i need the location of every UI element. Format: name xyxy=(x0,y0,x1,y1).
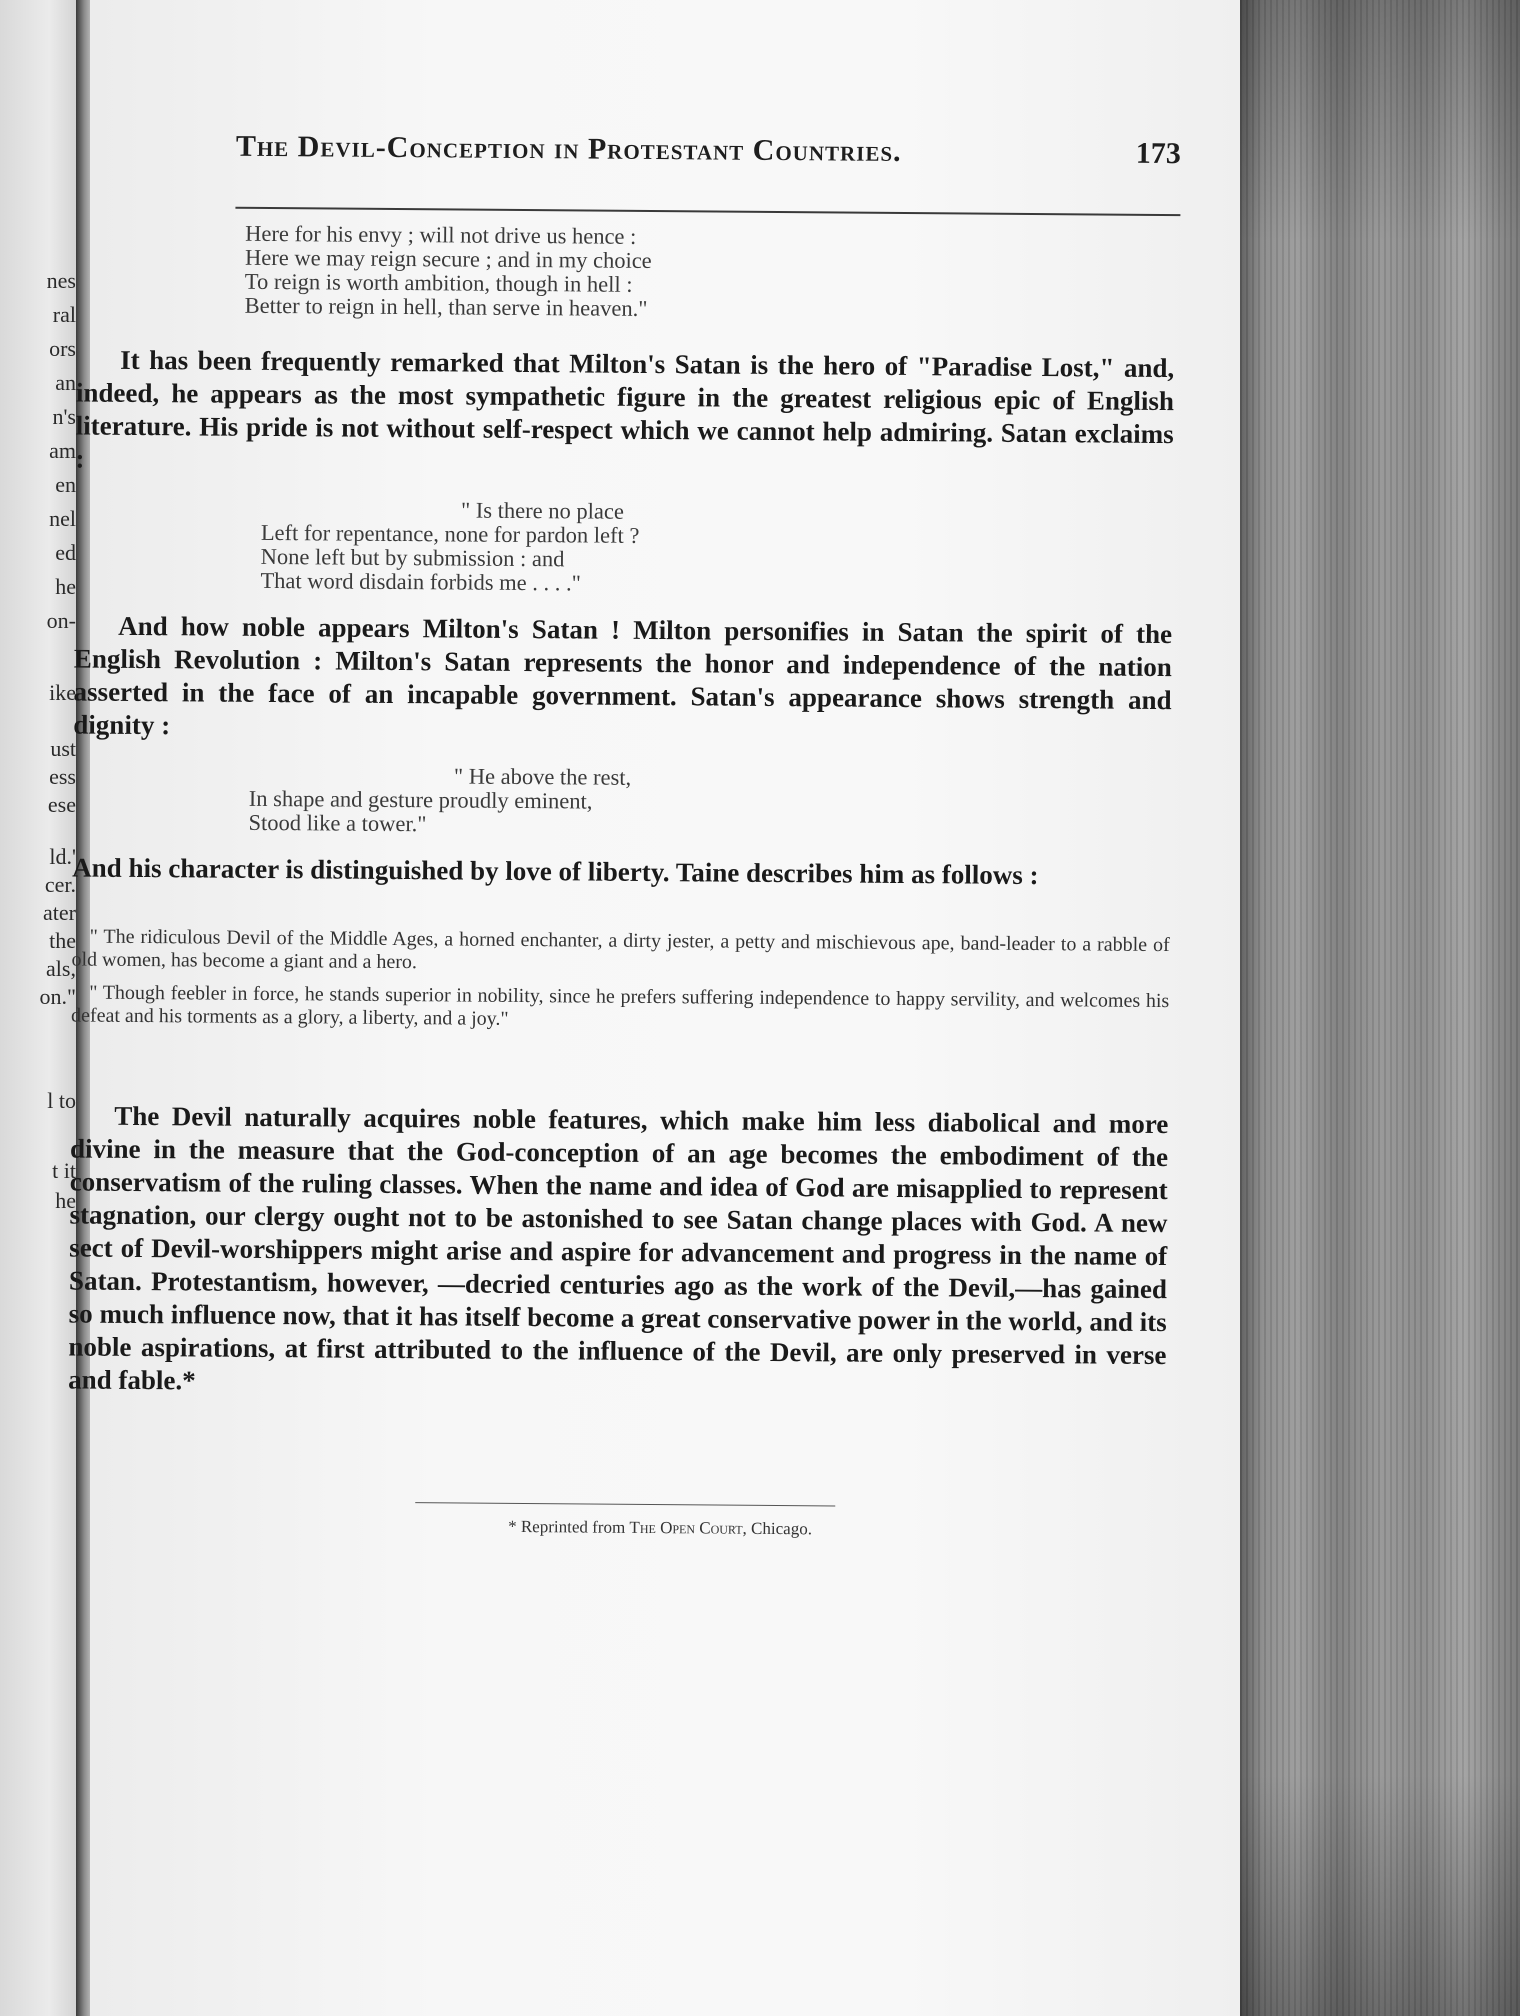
left-page-fragment: ike xyxy=(49,680,76,705)
left-page-fragment: on- xyxy=(46,608,76,633)
left-page-fragment: am xyxy=(49,438,76,463)
block-quote xyxy=(71,925,1170,1036)
paragraph-2 xyxy=(73,609,1172,750)
footnote-rule xyxy=(415,1502,835,1506)
left-page-fragment: nes xyxy=(46,268,76,293)
paragraph-text: And his character is distinguished by love of liberty. Taine describes him as follows : xyxy=(72,852,1039,891)
footnote-source: The Open Court xyxy=(629,1517,743,1538)
left-page-fragment: n's xyxy=(52,404,76,429)
left-page-fragment: t it xyxy=(52,1158,76,1183)
verse-line: Here we may reign secure ; and in my choice xyxy=(244,244,652,273)
verse-line: Left for repentance, none for pardon left ? xyxy=(260,519,640,548)
verse-block-1 xyxy=(245,222,652,321)
verse-line: " Is there no place xyxy=(460,497,625,524)
header-rule xyxy=(235,207,1180,216)
footnote-prefix: * Reprinted from xyxy=(508,1516,630,1537)
paragraph-3 xyxy=(72,851,1170,893)
verse-line: That word disdain forbids me . . . ." xyxy=(260,567,581,596)
verse-line: " He above the rest, xyxy=(453,763,632,790)
paragraph-text: It has been frequently remarked that Milton's Satan is the hero of "Paradise Lost," and, indeed, he appears as the most sympathetic figure in the greatest religious epic of English literature. His pride is not without self-respect which we cannot help admiring. Satan exclaims : xyxy=(75,344,1175,474)
book-fore-edge xyxy=(1240,0,1520,2016)
left-page-fragment: he xyxy=(55,1188,76,1213)
left-page-fragment: ese xyxy=(47,792,76,817)
paragraph-text: And how noble appears Milton's Satan ! Milton personifies in Satan the spirit of the English Revolution : Milton's Satan represents the honor and independence of the nation asserted in the face of an incapable government. Satan's appearance shows strength and dignity : xyxy=(73,610,1173,741)
left-page-fragment: on." xyxy=(39,984,76,1009)
left-page-fragment: nel xyxy=(49,506,76,531)
paragraph-1 xyxy=(75,343,1174,484)
left-page-fragment: ld.' xyxy=(49,844,76,869)
paragraph-4 xyxy=(68,1099,1168,1405)
running-head xyxy=(236,130,1181,185)
left-page-fragment: ess xyxy=(49,764,76,789)
verse-block-2 xyxy=(260,497,639,596)
footnote-suffix: , Chicago. xyxy=(742,1518,813,1539)
left-page-fragment: als, xyxy=(46,956,76,981)
left-page-fragment: l to xyxy=(47,1088,76,1113)
left-page-fragment: an xyxy=(55,370,76,395)
left-page-fragment: ater xyxy=(43,900,76,925)
left-page-fragment: ors xyxy=(49,336,76,361)
quote-paragraph: " Though feebler in force, he stands superior in nobility, since he prefers suffering independence to happy servility, and welcomes his defeat and his torments as a glory, a liberty, and a joy." xyxy=(70,981,1170,1030)
footnote xyxy=(85,1514,1235,1543)
verse-line: Better to reign in hell, than serve in heaven." xyxy=(244,292,648,321)
left-page-fragment: cer. xyxy=(44,872,76,897)
quote-paragraph: " The ridiculous Devil of the Middle Ages, a horned enchanter, a dirty jester, a petty and mischievous ape, band-leader to a rabble of old women, has become a giant and a hero. xyxy=(71,925,1170,974)
left-page-fragment: ust xyxy=(50,736,76,761)
running-title: The Devil-Conception in Protestant Countries. xyxy=(235,129,902,168)
paragraph-text: The Devil naturally acquires noble features, which make him less diabolical and more divine in the measure that the God-conception of an age becomes the embodiment of the conservatism of the ruling classes. When the name and idea of God are misapplied to represent stagnation, our clergy ought not to be astonished to see Satan change places with God. A new sect of Devil-worshippers might arise and aspire for advancement and progress in the name of Satan. Protestantism, however, —decried centuries ago as the work of the Devil,—has gained so much influence now, that it has itself become a great conservative power in the world, and its noble aspirations, at first attributed to the influence of the Devil, are only preserved in verse and fable.* xyxy=(68,1100,1169,1396)
verse-line: Here for his envy ; will not drive us hence : xyxy=(245,220,637,249)
page-number: 173 xyxy=(1135,136,1182,171)
left-page-fragment: ed xyxy=(55,540,76,565)
verse-line: Stood like a tower." xyxy=(248,809,427,837)
verse-block-3 xyxy=(248,763,631,838)
main-page xyxy=(68,0,1240,2016)
left-page-fragment: he xyxy=(55,574,76,599)
verse-line: In shape and gesture proudly eminent, xyxy=(248,785,593,814)
left-page-fragment: the xyxy=(49,928,76,953)
verse-line: To reign is worth ambition, though in hell : xyxy=(244,268,633,297)
verse-line: None left but by submission : and xyxy=(260,543,565,572)
left-page-fragment: en xyxy=(55,472,76,497)
left-page-fragment: ral xyxy=(52,302,76,327)
left-facing-page xyxy=(0,0,82,2016)
